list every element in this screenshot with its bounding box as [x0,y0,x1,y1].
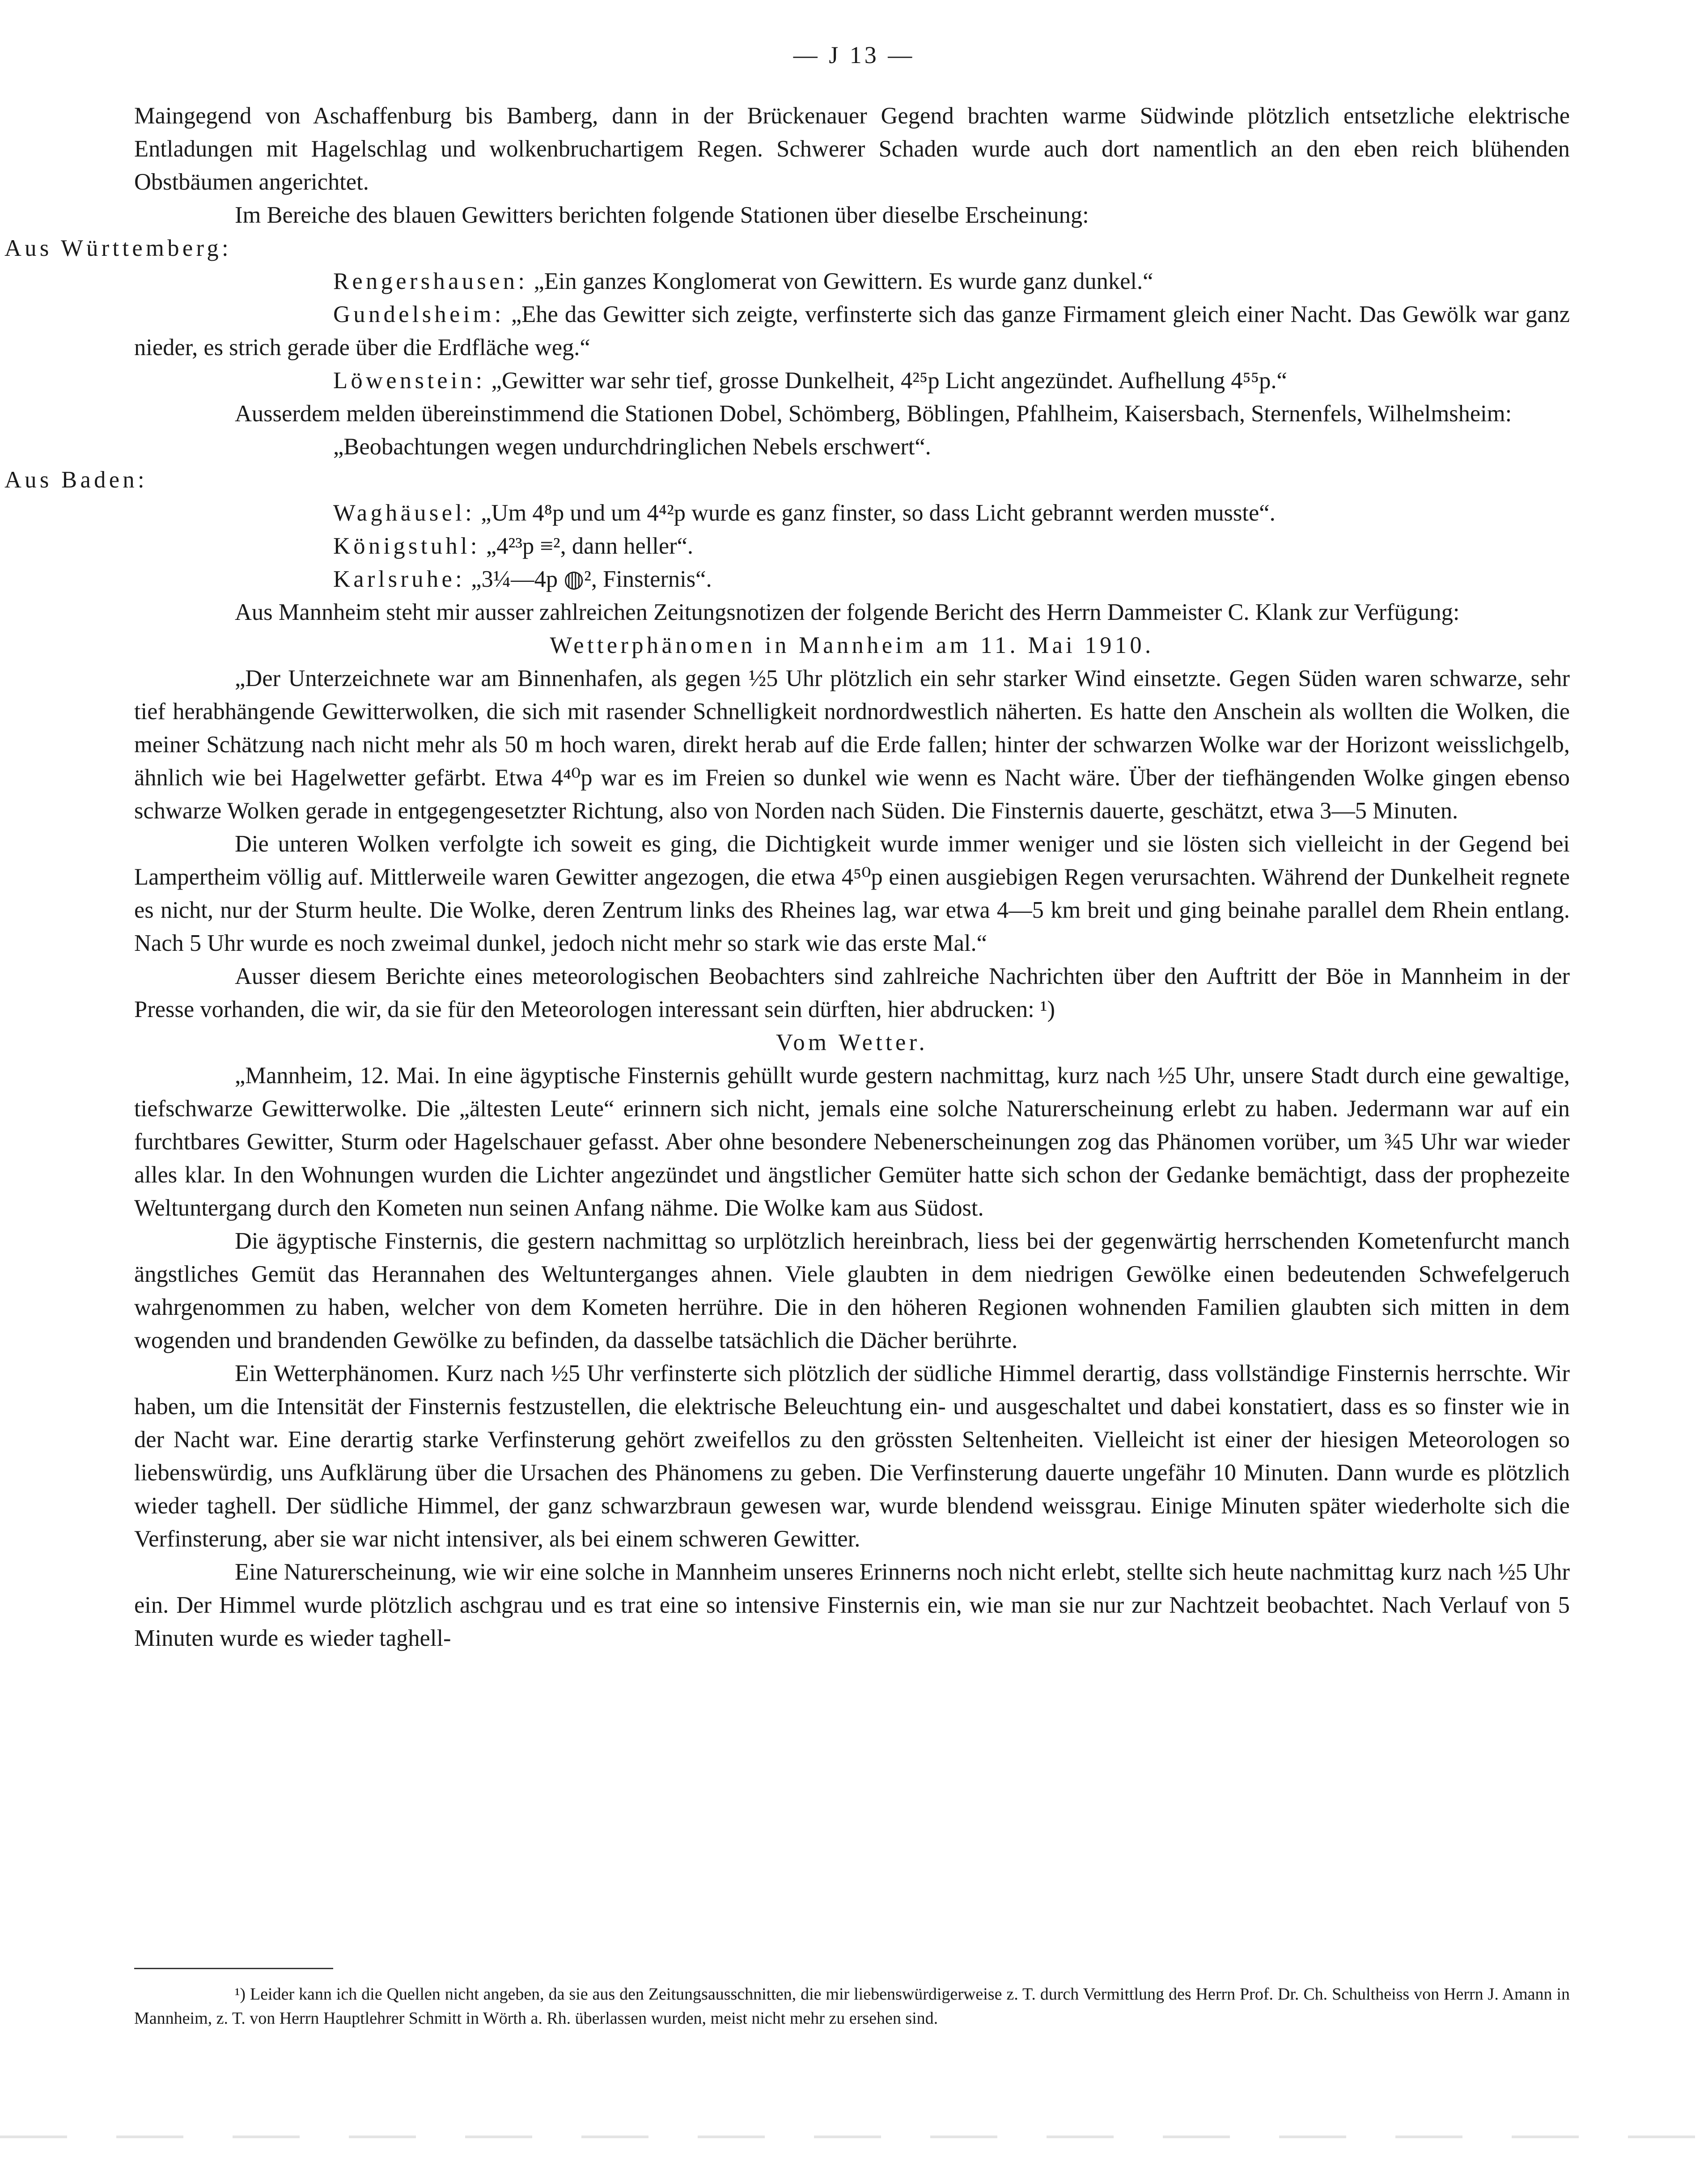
paragraph-text: Ausser diesem Berichte eines meteorologischen Beobachters sind zahlreiche Nachrichten über den Auftritt der Böe in Mannheim in der Presse vorhanden, die wir, da sie für den Meteorologen interessant sein dürften, hier abdrucken: ¹) [134,963,1570,1022]
paragraph-text: Ein Wetterphänomen. Kurz nach ½5 Uhr verfinsterte sich plötzlich der südliche Himmel derartig, dass vollständige Finsternis herrschte. Wir haben, um die Intensität der Finsternis festzustellen, die elektrische Beleuchtung ein- und ausgeschaltet und dabei konstatiert, dass es so finster wie in der Nacht war. Eine derartig starke Verfinsterung gehört zweifellos zu den grössten Seltenheiten. Vielleicht ist einer der hiesigen Meteorologen so liebenswürdig, uns Aufklärung über die Ursachen des Phänomens zu geben. Die Verfinsterung dauerte ungefähr 10 Minuten. Dann wurde es plötzlich wieder taghell. Der südliche Himmel, der ganz schwarzbraun gewesen war, wurde blendend weissgrau. Einige Minuten später wiederholte sich die Verfinsterung, aber sie war nicht intensiver, als bei einem schweren Gewitter. [134,1360,1570,1552]
spaced-lead: Vom Wetter. [776,1030,928,1055]
paragraph [134,596,1570,629]
footnote-text: ¹) Leider kann ich die Quellen nicht angeben, da sie aus den Zeitungsausschnitten, die mir liebenswürdigerweise z. T. durch Vermittlung des Herrn Prof. Dr. Ch. Schultheiss von Herrn J. Amann in Mannheim, z. T. von Herrn Hauptlehrer Schmitt in Wörth a. Rh. überlassen wurden, meist nicht mehr zu ersehen sind. [134,1985,1570,2028]
paragraph-text: „Der Unterzeichnete war am Binnenhafen, als gegen ½5 Uhr plötzlich ein sehr starker Wind einsetzte. Gegen Süden waren schwarze, sehr tief herabhängende Gewitterwolken, die sich mit rasender Schnelligkeit nordnordwestlich näherten. Es hatte den Anschein als wollten die Wolken, die meiner Schätzung nach nicht mehr als 50 m hoch waren, direkt herab auf die Erde fallen; hinter der schwarzen Wolke war der Horizont weisslichgelb, ähnlich wie bei Hagelwetter gefärbt. Etwa 4⁴⁰p war es im Freien so dunkel wie wenn es Nacht wäre. Über der tiefhängenden Wolke gingen ebenso schwarze Wolken gerade in entgegengesetzter Richtung, also von Norden nach Süden. Die Finsternis dauerte, geschätzt, etwa 3—5 Minuten. [134,665,1570,824]
spaced-lead: Gundelsheim: [333,301,504,327]
scan-edge [0,2136,1708,2138]
page-header: — J 13 — [793,42,915,68]
paragraph-text: Ausserdem melden übereinstimmend die Stationen Dobel, Schömberg, Böblingen, Pfahlheim, Kaisersbach, Sternenfels, Wilhelmsheim: [235,401,1512,427]
spaced-lead: Karlsruhe: [333,566,466,592]
paragraph-text: Die ägyptische Finsternis, die gestern nachmittag so urplötzlich hereinbrach, liess bei der gegenwärtig herrschenden Kometenfurcht manch ängstliches Gemüt das Herannahen des Weltunterganges ahnen. Viele glaubten in dem niedrigen Gewölke einen bedeutenden Schwefelgeruch wahrgenommen zu haben, welcher von dem Kometen herrühre. Die in den höheren Regionen wohnenden Familien glaubten sich mitten in dem wogenden und brandenden Gewölke zu befinden, da dasselbe tatsächlich die Dächer berührte. [134,1228,1570,1353]
region-heading [4,463,1570,496]
paragraph [134,1225,1570,1357]
paragraph-text: Im Bereiche des blauen Gewitters berichten folgende Stationen über dieselbe Erscheinung: [235,202,1089,228]
paragraph-text: „Um 4⁸p und um 4⁴²p wurde es ganz finster, so dass Licht gebrannt werden musste“. [475,500,1276,526]
paragraph [134,1555,1570,1655]
station-report [134,530,1570,563]
paragraph-text: „Ehe das Gewitter sich zeigte, verfinsterte sich das ganze Firmament gleich einer Nacht. Das Gewölk war ganz nieder, es strich gerade über die Erdfläche weg.“ [134,301,1570,360]
paragraph [134,99,1570,199]
region-heading [4,232,1570,265]
spaced-lead: Rengershausen: [333,268,528,294]
paragraph-text: „Gewitter war sehr tief, grosse Dunkelheit, 4²⁵p Licht angezündet. Aufhellung 4⁵⁵p.“ [485,368,1287,394]
station-report [134,496,1570,530]
spaced-lead: Aus Württemberg: [4,235,232,261]
paragraph [134,662,1570,827]
spaced-lead: Königstuhl: [333,533,480,559]
paragraph-text: Maingegend von Aschaffenburg bis Bamberg, dann in der Brückenauer Gegend brachten warme Südwinde plötzlich entsetzliche elektrische Entladungen mit Hagelschlag und wolkenbruchartigem Regen. Schwerer Schaden wurde auch dort namentlich an den eben reich blühenden Obstbäumen angerichtet. [134,103,1570,195]
station-report [134,364,1570,397]
spaced-lead: Aus Baden: [4,467,148,493]
paragraph [134,960,1570,1026]
paragraph-text: „3¼—4p ◍², Finsternis“. [465,566,712,592]
section-heading [134,1026,1570,1059]
paragraph [134,1357,1570,1555]
paragraph [134,199,1570,232]
paragraph-text: Eine Naturerscheinung, wie wir eine solche in Mannheim unseres Erinnerns noch nicht erlebt, stellte sich heute nachmittag kurz nach ½5 Uhr ein. Der Himmel wurde plötzlich aschgrau und es trat eine so intensive Finsternis ein, wie man sie nur zur Nachtzeit beobachtet. Nach Verlauf von 5 Minuten wurde es wieder taghell- [134,1559,1570,1651]
paragraph-text: „Ein ganzes Konglomerat von Gewittern. Es wurde ganz dunkel.“ [528,268,1153,294]
paragraph [134,397,1570,430]
paragraph-text: „4²³p ≡², dann heller“. [480,533,694,559]
spaced-lead: Waghäusel: [333,500,475,526]
section-heading [134,629,1570,662]
station-report [134,563,1570,596]
paragraph [134,1059,1570,1225]
paragraph-text: Die unteren Wolken verfolgte ich soweit es ging, die Dichtigkeit wurde immer weniger und sie lösten sich vielleicht in der Gegend bei Lampertheim völlig auf. Mittlerweile waren Gewitter angezogen, die etwa 4⁵⁰p einen ausgiebigen Regen verursachten. Während der Dunkelheit regnete es nicht, nur der Sturm heulte. Die Wolke, deren Zentrum links des Rheines lag, war etwa 4—5 km breit und ging beinahe parallel dem Rhein entlang. Nach 5 Uhr wurde es noch zweimal dunkel, jedoch nicht mehr so stark wie das erste Mal.“ [134,831,1570,956]
spaced-lead: Wetterphänomen in Mannheim am 11. Mai 1910. [550,632,1154,658]
paragraph-text: Aus Mannheim steht mir ausser zahlreichen Zeitungsnotizen der folgende Bericht des Herrn Dammeister C. Klank zur Verfügung: [235,599,1460,625]
paragraph [134,827,1570,960]
station-report [134,430,1570,463]
station-report [134,298,1570,364]
spaced-lead: Löwenstein: [333,368,486,394]
footnote [134,1982,1570,2030]
body-text [4,99,1570,1655]
paragraph-text: „Mannheim, 12. Mai. In eine ägyptische Finsternis gehüllt wurde gestern nachmittag, kurz nach ½5 Uhr, unsere Stadt durch eine gewaltige, tiefschwarze Gewitterwolke. Die „ältesten Leute“ erinnern sich nicht, jemals eine solche Naturerscheinung erlebt zu haben. Jedermann war auf ein furchtbares Gewitter, Sturm oder Hagelschauer gefasst. Aber ohne besondere Nebenerscheinungen zog das Phänomen vorüber, um ¾5 Uhr war wieder alles klar. In den Wohnungen wurden die Lichter angezündet und ängstlicher Gemüter hatte sich schon der Gedanke bemächtigt, dass der prophezeite Weltuntergang durch den Kometen nun seinen Anfang nähme. Die Wolke kam aus Südost. [134,1063,1570,1221]
footnote-rule [134,1968,333,1969]
paragraph-text: „Beobachtungen wegen undurchdringlichen Nebels erschwert“. [333,434,931,460]
station-report [134,265,1570,298]
